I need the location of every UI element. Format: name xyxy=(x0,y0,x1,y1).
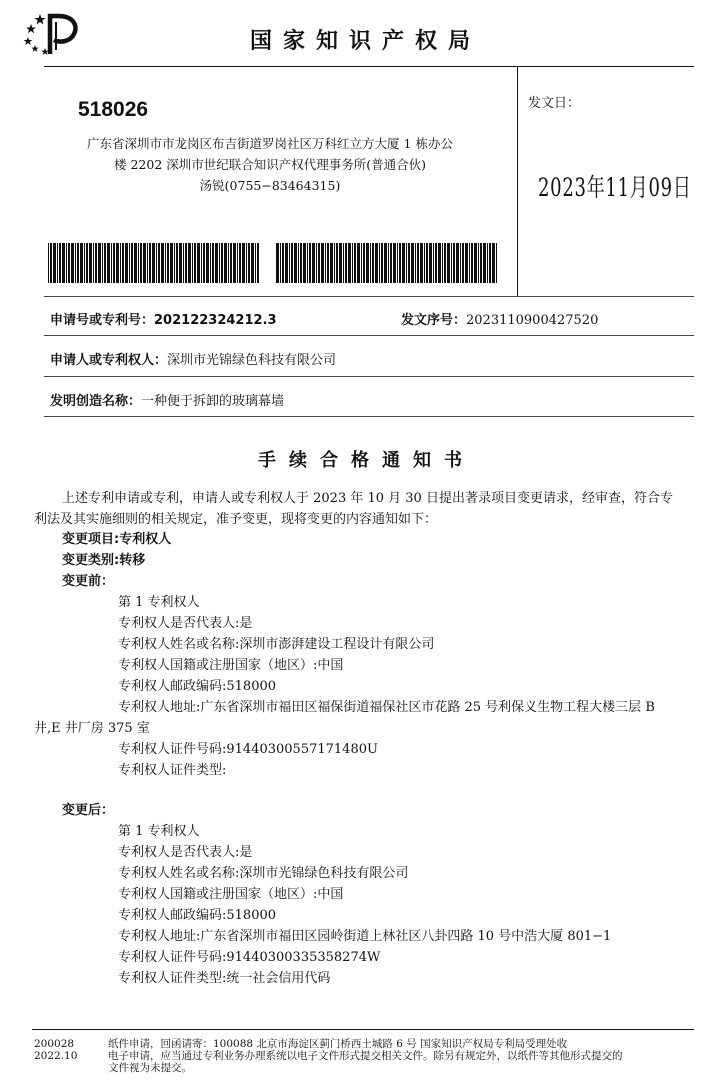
barcode-bar xyxy=(483,243,486,283)
barcode-bar xyxy=(147,243,148,283)
barcode-bar xyxy=(149,243,151,283)
barcode-bar xyxy=(206,243,209,283)
barcode-bar xyxy=(300,243,302,283)
barcode-bar xyxy=(143,243,146,283)
barcode-bar xyxy=(167,243,169,283)
barcode-bar xyxy=(442,243,443,283)
before-id-number: 专利权人证件号码:91440300557171480U xyxy=(118,742,378,757)
barcode-bar xyxy=(113,243,115,283)
barcode-bar xyxy=(316,243,317,283)
divider xyxy=(44,416,694,417)
barcode-bar xyxy=(433,243,434,283)
barcode-bar xyxy=(161,243,164,283)
before-id-type: 专利权人证件类型: xyxy=(118,763,227,778)
barcode-bar xyxy=(192,243,193,283)
header-divider xyxy=(44,66,694,67)
before-representative: 专利权人是否代表人:是 xyxy=(118,616,253,631)
barcode-bar xyxy=(89,243,92,283)
footer-line: 纸件申请，回函请寄：100088 北京市海淀区蓟门桥西土城路 6 号 国家知识产权局专利局受理处收 xyxy=(108,1038,568,1050)
before-postcode: 专利权人邮政编码:518000 xyxy=(118,679,277,694)
barcode-bar xyxy=(327,243,329,283)
barcode-bar xyxy=(375,243,378,283)
barcode-bar xyxy=(417,243,419,283)
barcode-bar xyxy=(303,243,306,283)
barcode-bar xyxy=(411,243,414,283)
before-address: 专利权人地址:广东省深圳市福田区福保街道福保社区市花路 25 号利保义生物工程大楼三层 B xyxy=(118,700,655,715)
barcode-bar xyxy=(221,243,223,283)
barcode-bar xyxy=(237,243,238,283)
barcode-bar xyxy=(248,243,250,283)
barcode-bar xyxy=(289,243,290,283)
barcode-bar xyxy=(474,243,477,283)
barcode-bar xyxy=(307,243,308,283)
serial-number: 2023110900427520 xyxy=(466,313,599,328)
form-date: 2022.10 xyxy=(34,1050,78,1062)
barcode-bar xyxy=(282,243,284,283)
barcode-bar xyxy=(188,243,191,283)
applicant-name: 深圳市光锦绿色科技有限公司 xyxy=(167,353,337,368)
serial-number-row xyxy=(401,309,598,328)
barcode-bar xyxy=(309,243,311,283)
barcode-bar xyxy=(255,243,256,283)
barcode-bar xyxy=(77,243,79,283)
barcode-bar xyxy=(152,243,155,283)
serial-number-label: 发文序号： xyxy=(401,313,467,328)
barcode-bar xyxy=(480,243,482,283)
barcode-bar xyxy=(348,243,351,283)
barcode-bar xyxy=(343,243,344,283)
barcode-bar xyxy=(453,243,455,283)
footer-line: 电子申请，应当通过专利业务办理系统以电子文件形式提交相关文件。除另有规定外，以纸件等其他形式提交的 xyxy=(108,1050,623,1062)
after-nationality: 专利权人国籍或注册国家（地区）:中国 xyxy=(118,887,344,902)
before-nationality: 专利权人国籍或注册国家（地区）:中国 xyxy=(118,658,344,673)
barcode-bar xyxy=(242,243,245,283)
after-postcode: 专利权人邮政编码:518000 xyxy=(118,908,277,923)
barcode-bar xyxy=(201,243,202,283)
barcode-bar xyxy=(104,243,106,283)
barcode-bar xyxy=(444,243,446,283)
barcode-bar xyxy=(325,243,326,283)
barcode-bar xyxy=(415,243,416,283)
before-name: 专利权人姓名或名称:深圳市澎湃建设工程设计有限公司 xyxy=(118,637,435,652)
after-index: 第 1 专利权人 xyxy=(118,824,200,839)
barcode-bar xyxy=(312,243,315,283)
barcode-bar xyxy=(59,243,61,283)
barcode-bar xyxy=(233,243,236,283)
footer-line: 文件视为未提交。 xyxy=(108,1062,192,1074)
barcode-bar xyxy=(98,243,101,283)
barcode-bar xyxy=(399,243,401,283)
barcode-bar xyxy=(66,243,67,283)
recipient-address xyxy=(60,133,480,196)
barcode-bar xyxy=(156,243,157,283)
intro-line: 上述专利申请或专利，申请人或专利权人于 2023 年 10 月 30 日提出著录项目变更请求，经审查，符合专 xyxy=(62,491,673,506)
barcode-bar xyxy=(363,243,365,283)
barcode-bar xyxy=(53,243,56,283)
barcode-bar xyxy=(334,243,335,283)
barcode-bar xyxy=(361,243,362,283)
barcode-bar xyxy=(381,243,383,283)
barcode-bar xyxy=(426,243,428,283)
form-code: 200028 xyxy=(34,1038,75,1050)
before-address-cont: 井,E 井厂房 375 室 xyxy=(34,721,150,736)
barcode-bar xyxy=(280,243,281,283)
barcode-bar xyxy=(219,243,220,283)
application-number: 202122324212.3 xyxy=(154,313,277,328)
recipient-address-line: 汤锐(0755−83464315) xyxy=(199,178,341,193)
barcode-bar xyxy=(212,243,214,283)
barcode-bar xyxy=(471,243,473,283)
barcode-bar xyxy=(57,243,58,283)
barcode-bar xyxy=(197,243,200,283)
barcode-bar xyxy=(456,243,459,283)
barcode-bar xyxy=(93,243,94,283)
change-item: 变更项目:专利权人 xyxy=(62,532,172,547)
divider xyxy=(44,335,694,336)
barcode-right xyxy=(276,243,498,283)
barcode-bar xyxy=(224,243,227,283)
barcode-bar xyxy=(276,243,279,283)
barcode-bar xyxy=(120,243,121,283)
before-label: 变更前： xyxy=(62,574,115,589)
barcode-bar xyxy=(402,243,405,283)
barcode-bar xyxy=(183,243,184,283)
barcode-bar xyxy=(489,243,491,283)
cnipa-logo-icon xyxy=(20,10,82,56)
barcode-bar xyxy=(84,243,85,283)
change-type: 变更类别:转移 xyxy=(62,553,146,568)
dispatch-date-stamp: 2023年11月09日 xyxy=(538,173,692,202)
application-number-row xyxy=(50,309,277,328)
barcode-bar xyxy=(230,243,232,283)
barcode-bar xyxy=(462,243,464,283)
barcode-bar xyxy=(246,243,247,283)
barcode-bar xyxy=(257,243,259,283)
barcode-bar xyxy=(294,243,297,283)
barcode-left xyxy=(48,243,260,283)
barcode-bar xyxy=(95,243,97,283)
notice-title: 手续合格通知书 xyxy=(258,450,475,471)
barcode-bar xyxy=(203,243,205,283)
barcode-bar xyxy=(330,243,333,283)
barcode-bar xyxy=(435,243,437,283)
dispatch-date-label: 发文日： xyxy=(528,96,581,111)
barcode-bar xyxy=(465,243,468,283)
barcode-bar xyxy=(285,243,288,283)
barcode-bar xyxy=(228,243,229,283)
barcode-bar xyxy=(388,243,389,283)
after-representative: 专利权人是否代表人:是 xyxy=(118,845,253,860)
after-name: 专利权人姓名或名称:深圳市光锦绿色科技有限公司 xyxy=(118,866,409,881)
barcode-bar xyxy=(291,243,293,283)
barcode-bar xyxy=(393,243,396,283)
invention-title: 一种便于拆卸的玻璃幕墙 xyxy=(141,394,285,409)
barcode-bar xyxy=(390,243,392,283)
barcode-bar xyxy=(165,243,166,283)
application-number-label: 申请号或专利号： xyxy=(50,313,155,328)
applicant-row xyxy=(50,349,336,368)
barcode-bar xyxy=(48,243,49,283)
barcode-bar xyxy=(102,243,103,283)
barcode-bar xyxy=(176,243,178,283)
barcode-bar xyxy=(86,243,88,283)
barcode-bar xyxy=(487,243,488,283)
divider xyxy=(44,376,694,377)
barcode-bar xyxy=(80,243,83,283)
barcode-bar xyxy=(68,243,70,283)
recipient-address-line: 楼 2202 深圳市世纪联合知识产权代理事务所(普通合伙) xyxy=(113,157,426,172)
barcode-bar xyxy=(447,243,450,283)
barcode-bar xyxy=(158,243,160,283)
barcode-bar xyxy=(478,243,479,283)
barcode-bar xyxy=(71,243,74,283)
recipient-address-line: 广东省深圳市市龙岗区布吉街道罗岗社区万科红立方大厦 1 栋办公 xyxy=(87,136,453,151)
barcode-bar xyxy=(170,243,173,283)
barcode-bar xyxy=(354,243,356,283)
after-address: 专利权人地址:广东省深圳市福田区园岭街道上林社区八卦四路 10 号中浩大厦 801−1 xyxy=(118,929,612,944)
barcode-bar xyxy=(185,243,187,283)
barcode-bar xyxy=(424,243,425,283)
barcode-bar xyxy=(397,243,398,283)
barcode-bar xyxy=(125,243,128,283)
before-index: 第 1 专利权人 xyxy=(118,595,200,610)
after-label: 变更后： xyxy=(62,803,115,818)
office-name: 国家知识产权局 xyxy=(250,28,482,54)
barcode-bar xyxy=(408,243,410,283)
barcode-bar xyxy=(429,243,432,283)
barcode-bar xyxy=(321,243,324,283)
barcode-bar xyxy=(345,243,347,283)
barcode-bar xyxy=(384,243,387,283)
barcode-bar xyxy=(469,243,470,283)
intro-line: 利法及其实施细则的相关规定，准予变更，现将变更的内容通知如下： xyxy=(34,512,438,527)
barcode-bar xyxy=(50,243,52,283)
barcode-bar xyxy=(298,243,299,283)
barcode-bar xyxy=(122,243,124,283)
barcode-bar xyxy=(239,243,241,283)
invention-title-label: 发明创造名称： xyxy=(50,394,142,409)
barcode-bar xyxy=(496,243,497,283)
barcode-bar xyxy=(140,243,142,283)
barcode-bar xyxy=(420,243,423,283)
footer-divider xyxy=(32,1029,694,1030)
barcode-bar xyxy=(318,243,320,283)
barcode-bar xyxy=(75,243,76,283)
recipient-postcode: 518026 xyxy=(78,98,149,121)
barcode-bar xyxy=(138,243,139,283)
barcode-bar xyxy=(339,243,342,283)
after-id-type: 专利权人证件类型:统一社会信用代码 xyxy=(118,971,331,986)
barcode-bar xyxy=(107,243,110,283)
vertical-divider xyxy=(517,67,518,296)
barcode-bar xyxy=(111,243,112,283)
barcode-bar xyxy=(336,243,338,283)
barcode-bar xyxy=(357,243,360,283)
barcode-bar xyxy=(62,243,65,283)
barcode-bar xyxy=(215,243,218,283)
divider xyxy=(44,296,694,297)
barcode-bar xyxy=(116,243,119,283)
barcode-bar xyxy=(134,243,137,283)
barcode-bar xyxy=(438,243,441,283)
barcode-bar xyxy=(131,243,133,283)
barcode-bar xyxy=(210,243,211,283)
applicant-label: 申请人或专利权人： xyxy=(50,353,168,368)
barcode-bar xyxy=(406,243,407,283)
barcode-bar xyxy=(366,243,369,283)
barcode-bar xyxy=(194,243,196,283)
barcode-bar xyxy=(451,243,452,283)
barcode-bar xyxy=(251,243,254,283)
barcode-bar xyxy=(492,243,495,283)
barcode-bar xyxy=(174,243,175,283)
barcode-bar xyxy=(352,243,353,283)
barcode-bar xyxy=(370,243,371,283)
invention-title-row xyxy=(50,390,284,409)
barcode-bar xyxy=(179,243,182,283)
barcode-bar xyxy=(379,243,380,283)
barcode-bar xyxy=(372,243,374,283)
after-id-number: 专利权人证件号码:91440300335358274W xyxy=(118,950,381,965)
barcode-bar xyxy=(460,243,461,283)
barcode-bar xyxy=(129,243,130,283)
